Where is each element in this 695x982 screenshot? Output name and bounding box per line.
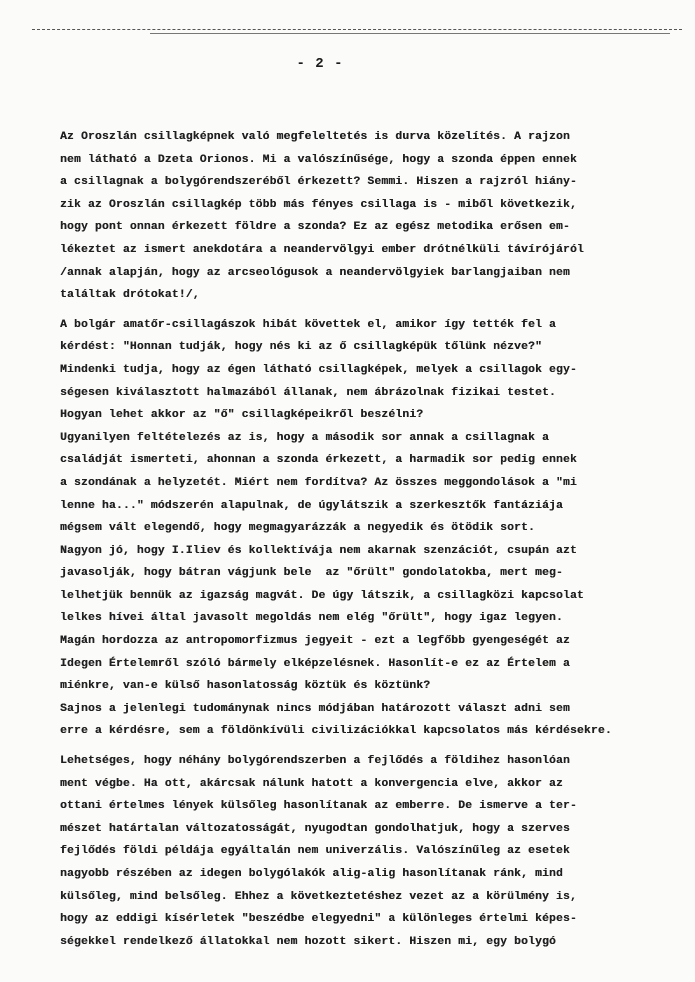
text-line: lenne ha..." módszerén alapulnak, de úgylátszik a szerkesztők fantáziája bbox=[60, 499, 563, 512]
text-line: Lehetséges, hogy néhány bolygórendszerben a fejlődés a földihez hasonlóan bbox=[60, 755, 570, 768]
text-line: lékeztet az ismert anekdotára a neandervölgyi ember drótnélküli távírójáról bbox=[60, 243, 584, 256]
paragraph-gap bbox=[60, 743, 670, 750]
paragraph-gap bbox=[60, 307, 670, 314]
text-line: miénkre, van-e külső hasonlatosság köztük és köztünk? bbox=[60, 680, 431, 693]
text-line: családját ismerteti, ahonnan a szonda érkezett, a harmadik sor pedig ennek bbox=[60, 454, 577, 467]
text-line: Idegen Értelemről szóló bármely elképzelésnek. Hasonlít-e ez az Értelem a bbox=[60, 657, 570, 670]
text-line: erre a kérdésre, sem a földönkívüli civilizációkkal kapcsolatos más kérdésekre. bbox=[60, 725, 612, 738]
text-line: mészet határtalan változatosságát, nyugodtan gondolhatjuk, hogy a szerves bbox=[60, 822, 570, 835]
paragraph bbox=[60, 314, 670, 743]
text-line: zik az Oroszlán csillagkép több más fényes csillaga is - miből következik, bbox=[60, 198, 577, 211]
text-line: ottani értelmes lények külsőleg hasonlítanak az emberre. De ismerve a ter- bbox=[60, 800, 577, 813]
text-line: a csillagnak a bolygórendszeréből érkezett? Semmi. Hiszen a rajzról hiány- bbox=[60, 176, 577, 189]
text-line: nagyobb részében az idegen bolygólakók alig-alig hasonlítanak ránk, mind bbox=[60, 868, 563, 880]
body-text bbox=[60, 126, 670, 953]
text-line: A bolgár amatőr-csillagászok hibát követtek el, amikor így tették fel a bbox=[60, 318, 556, 331]
text-line: ségekkel rendelkező állatokkal nem hozott sikert. Hiszen mi, egy bolygó bbox=[60, 935, 556, 948]
paragraph bbox=[60, 126, 670, 307]
text-line: külsőleg, mind belsőleg. Ehhez a következtetéshez vezet az a körülmény is, bbox=[60, 890, 577, 903]
top-dashed-rule bbox=[32, 29, 682, 30]
text-line: /annak alapján, hogy az arcseológusok a neandervölgyiek barlangjaiban nem bbox=[60, 266, 570, 279]
text-line: nem látható a Dzeta Orionos. Mi a valószínűsége, hogy a szonda éppen ennek bbox=[60, 153, 577, 166]
text-line: mégsem vált elegendő, hogy megmagyarázzák a negyedik és ötödik sort. bbox=[60, 522, 536, 535]
text-line: hogy az eddigi kísérletek "beszédbe elegyedni" a különleges értelmi képes- bbox=[60, 913, 577, 926]
text-line: Nagyon jó, hogy I.Iliev és kollektívája nem akarnak szenzációt, csupán azt bbox=[60, 544, 577, 557]
text-line: Hogyan lehet akkor az "ő" csillagképeikről beszélni? bbox=[60, 409, 424, 422]
text-line: a szondának a helyzetét. Miért nem fordítva? Az összes meggondolások a "mi bbox=[60, 476, 577, 489]
text-line: ment végbe. Ha ott, akárcsak nálunk hatott a konvergencia elve, akkor az bbox=[60, 777, 563, 790]
text-line: lelhetjük bennük az igazság magvát. De úgy látszik, a csillagközi kapcsolat bbox=[60, 589, 584, 602]
text-line: hogy pont onnan érkezett földre a szonda? Ez az egész metodika erősen em- bbox=[60, 221, 570, 234]
text-line: fejlődés földi példája egyáltalán nem univerzális. Valószínűleg az esetek bbox=[60, 845, 570, 858]
text-line: Ugyanilyen feltételezés az is, hogy a második sor annak a csillagnak a bbox=[60, 431, 549, 444]
text-line: találtak drótokat!/, bbox=[60, 289, 200, 302]
paragraph bbox=[60, 750, 670, 953]
text-line: lelkes hívei által javasolt megoldás nem elég "őrült", hogy igaz legyen. bbox=[60, 612, 563, 625]
text-line: kérdést: "Honnan tudják, hogy nés ki az ő csillagképük tőlünk nézve?" bbox=[60, 341, 542, 354]
text-line: javasolják, hogy bátran vágjunk bele az "őrült" gondolatokba, mert meg- bbox=[60, 567, 563, 580]
text-line: Az Oroszlán csillagképnek való megfeleltetés is durva közelítés. A rajzon bbox=[60, 131, 570, 143]
text-line: Magán hordozza az antropomorfizmus jegyeit - ezt a legfőbb gyengeségét az bbox=[60, 635, 570, 648]
top-solid-rule bbox=[150, 33, 670, 34]
page-number: - 2 - bbox=[296, 56, 344, 72]
text-line: Mindenki tudja, hogy az égen látható csillagképek, melyek a csillagok egy- bbox=[60, 363, 577, 376]
text-line: ségesen kiválasztott halmazából állanak, nem ábrázolnak fizikai testet. bbox=[60, 386, 556, 399]
text-line: Sajnos a jelenlegi tudománynak nincs módjában határozott választ adni sem bbox=[60, 702, 570, 715]
